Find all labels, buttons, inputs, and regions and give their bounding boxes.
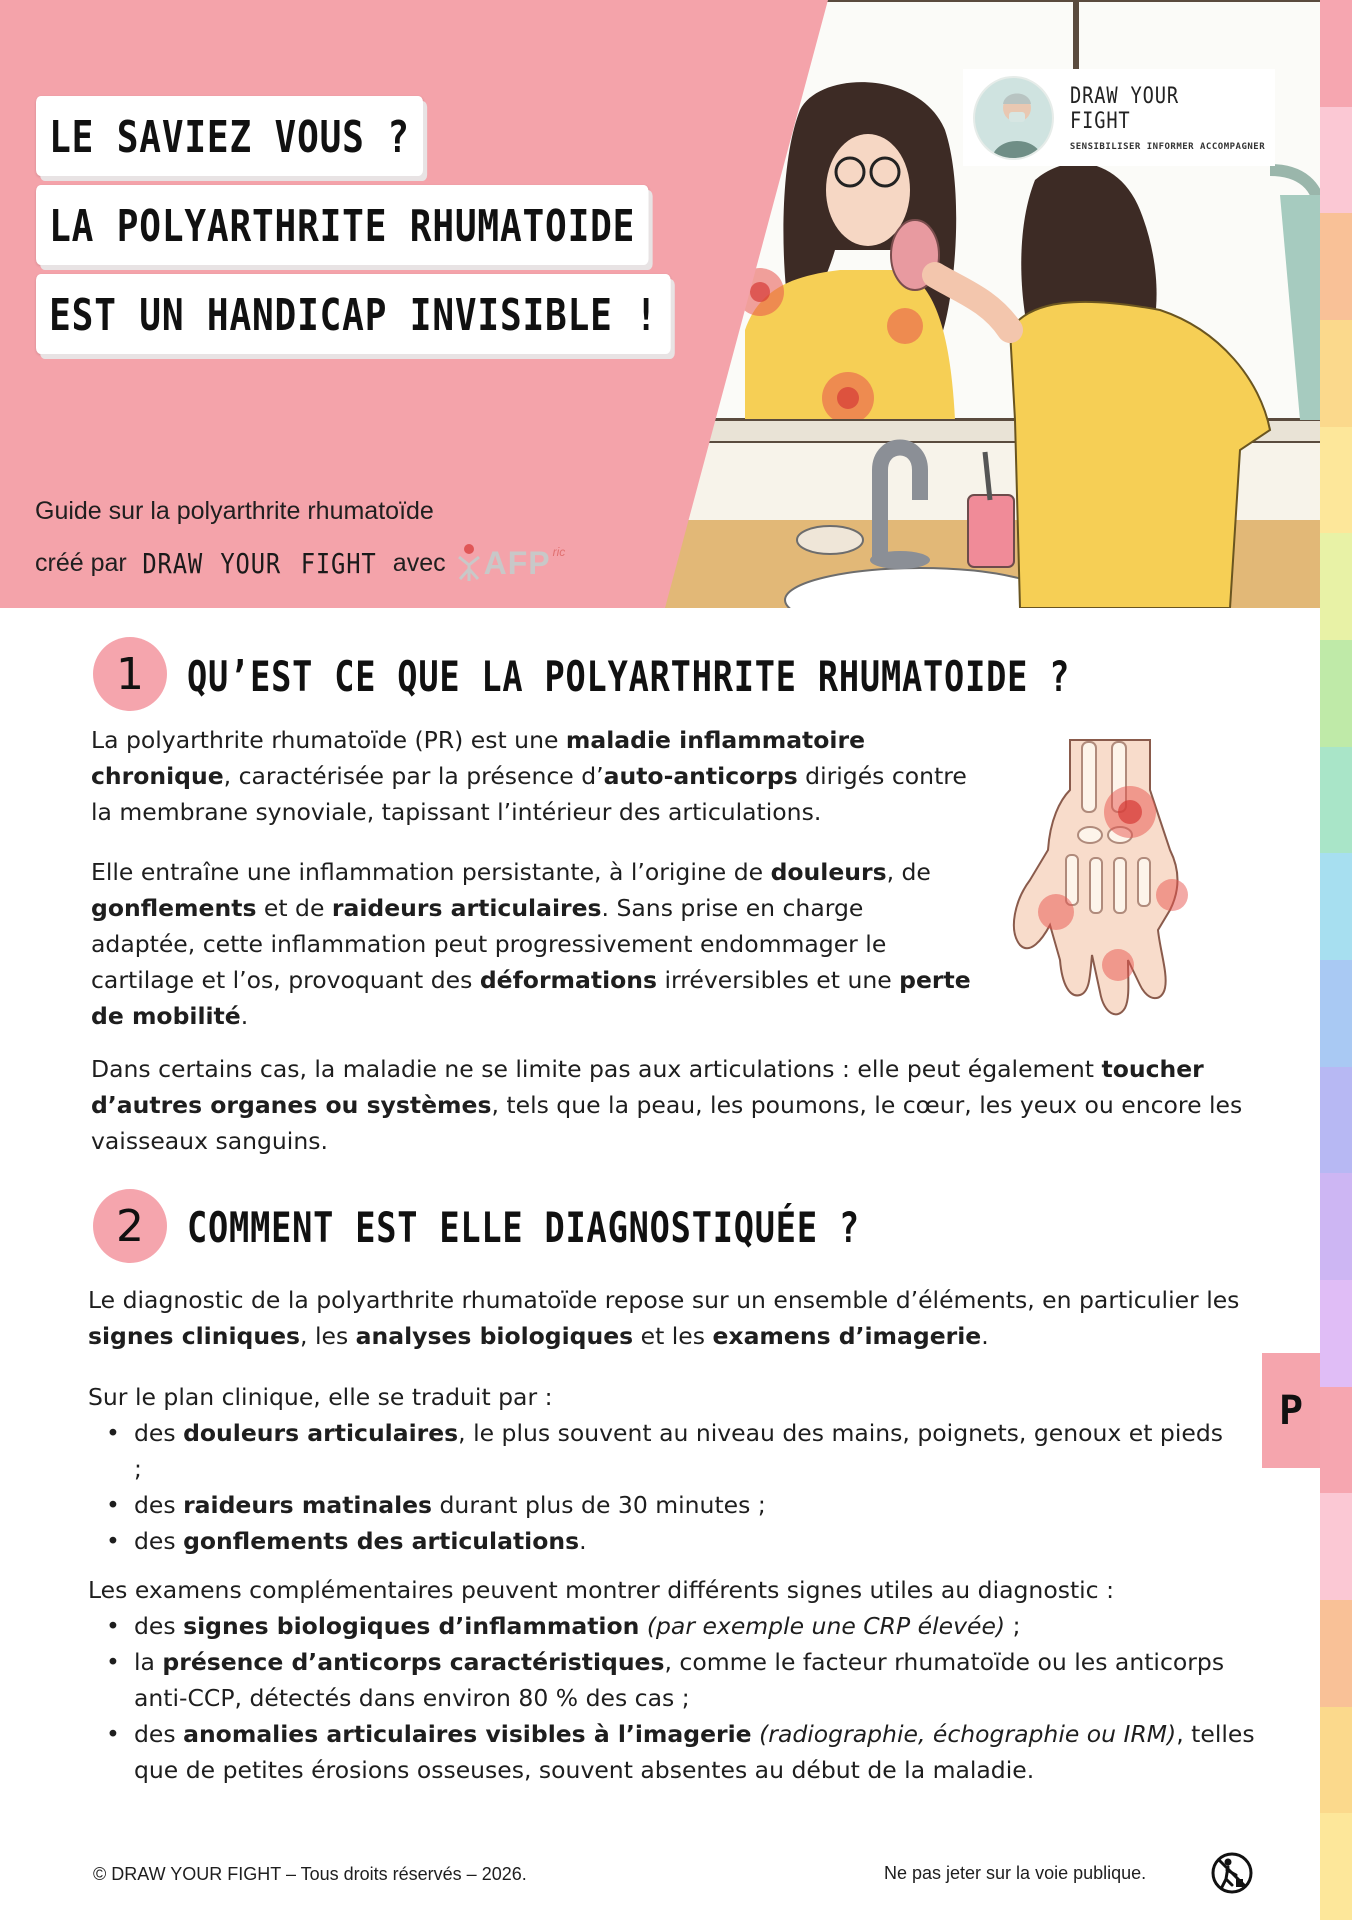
text-run (752, 1720, 759, 1748)
bold-term: déformations (479, 966, 658, 994)
text-run: Elle entraîne une inflammation persistante, à l’origine de (91, 858, 771, 886)
strip-color-block (1320, 107, 1352, 214)
text-run: Le diagnostic de la polyarthrite rhumatoïde repose sur un ensemble d’éléments, en particulier les (88, 1286, 1240, 1314)
brand-word: DRAW (142, 546, 203, 580)
strip-color-block (1320, 1813, 1352, 1920)
strip-color-block (1320, 640, 1352, 747)
text-run: et de (256, 894, 332, 922)
bold-term: anomalies articulaires visibles à l’imagerie (183, 1720, 752, 1748)
text-run: des (134, 1491, 184, 1519)
bold-term: douleurs articulaires (183, 1419, 459, 1447)
brand-word: YOUR (220, 546, 282, 580)
text-run: , tels que la peau, les poumons, le cœur, les yeux ou encore les vaisseaux sanguins. (91, 1091, 1243, 1155)
paragraph (88, 1572, 1268, 1608)
italic-note: (radiographie, échographie ou IRM) (759, 1720, 1177, 1748)
draw-your-fight-logo (963, 69, 1275, 166)
text-run: , de (886, 858, 931, 886)
title-line: LA POLYARTHRITE RHUMATOIDE (36, 185, 648, 265)
section-title: COMMENT EST ELLE DIAGNOSTIQUÉE ? (187, 1203, 860, 1252)
strip-color-block (1320, 747, 1352, 854)
text-run: , le plus souvent au niveau des mains, poignets, genoux et pieds ; (134, 1419, 1223, 1483)
logo-name: DRAW YOUR FIGHT (1069, 83, 1179, 134)
bold-term: perte de mobilité (91, 966, 971, 1030)
text-run: , comme le facteur rhumatoïde ou les anticorps anti-CCP, détectés dans environ 80 % des cas ; (134, 1648, 1225, 1712)
bold-term: toucher d’autres organes ou systèmes (91, 1055, 1204, 1119)
text-run: des (134, 1612, 184, 1640)
text-run: des (134, 1527, 184, 1555)
bold-term: examens d’imagerie (712, 1322, 982, 1350)
list-item (88, 1608, 1268, 1644)
strip-color-block (1320, 1493, 1352, 1600)
bold-term: gonflements des articulations (183, 1527, 580, 1555)
color-index-strip (1320, 0, 1352, 1920)
title-line: LE SAVIEZ VOUS ? (36, 96, 423, 176)
guide-credits (35, 543, 565, 583)
text-run: . (981, 1322, 989, 1350)
brand-wordmark (137, 547, 383, 580)
text-run: . Sans prise en charge adaptée, cette inflammation peut progressivement endommager le cartilage et l’os, provoquant des (91, 894, 887, 994)
text-run (639, 1612, 646, 1640)
bold-term: analyses biologiques (355, 1322, 634, 1350)
text-run: durant plus de 30 minutes ; (432, 1491, 766, 1519)
list-item (88, 1716, 1268, 1788)
paragraph (91, 854, 971, 1034)
text-run: Les examens complémentaires peuvent montrer différents signes utiles au diagnostic : (88, 1576, 1114, 1604)
title-line: EST UN HANDICAP INVISIBLE ! (36, 274, 671, 354)
section-title: QU’EST CE QUE LA POLYARTHRITE RHUMATOIDE ? (187, 652, 1071, 701)
strip-color-block (1320, 1280, 1352, 1387)
strip-color-block (1320, 320, 1352, 427)
guide-caption: Guide sur la polyarthrite rhumatoïde (35, 497, 434, 525)
strip-color-block (1320, 213, 1352, 320)
text-run: des (134, 1419, 184, 1447)
alphabet-tab[interactable]: P (1262, 1353, 1320, 1468)
brand-word: FIGHT (300, 546, 377, 580)
rheumatoid-hand-illustration (1000, 730, 1200, 1030)
clinical-signs-list (88, 1415, 1238, 1559)
doctor-avatar-icon (973, 76, 1054, 160)
strip-color-block (1320, 1173, 1352, 1280)
text-run: dirigés contre la membrane synoviale, tapissant l’intérieur des articulations. (91, 762, 967, 826)
bold-term: signes cliniques (88, 1322, 301, 1350)
exam-signs-list (88, 1608, 1268, 1788)
paragraph (91, 1051, 1271, 1159)
text-run: la (134, 1648, 163, 1676)
text-run: , caractérisée par la présence d’ (223, 762, 604, 790)
no-littering-icon (1210, 1851, 1254, 1895)
text-run: , les (300, 1322, 356, 1350)
list-item (88, 1523, 1238, 1559)
section-number-badge: 1 (93, 637, 167, 711)
text-run: Sur le plan clinique, elle se traduit par : (88, 1383, 553, 1411)
paragraph (91, 722, 991, 830)
afp-logo (456, 543, 566, 583)
strip-color-block (1320, 1387, 1352, 1494)
afp-logo-suffix: ric (552, 545, 566, 559)
list-item (88, 1644, 1268, 1716)
bold-term: raideurs matinales (183, 1491, 433, 1519)
text-run: ; (1005, 1612, 1021, 1640)
logo-tagline: SENSIBILISER INFORMER ACCOMPAGNER (1069, 141, 1266, 152)
strip-color-block (1320, 853, 1352, 960)
created-by-label: créé par (35, 548, 127, 577)
text-run: La polyarthrite rhumatoïde (PR) est une (91, 726, 566, 754)
bold-term: présence d’anticorps caractéristiques (162, 1648, 665, 1676)
strip-color-block (1320, 1707, 1352, 1814)
afp-logo-text: AFP (483, 544, 551, 581)
afp-figure-icon (456, 543, 482, 583)
text-run: . (240, 1002, 249, 1030)
disposal-note: Ne pas jeter sur la voie publique. (884, 1863, 1147, 1883)
paragraph (88, 1282, 1268, 1354)
bold-term: raideurs articulaires (331, 894, 602, 922)
bold-term: maladie inflammatoire chronique (91, 726, 866, 790)
strip-color-block (1320, 427, 1352, 534)
bold-term: douleurs (770, 858, 887, 886)
strip-color-block (1320, 1600, 1352, 1707)
list-item (88, 1487, 1238, 1523)
list-item (88, 1415, 1238, 1487)
strip-color-block (1320, 0, 1352, 107)
text-run: . (579, 1527, 587, 1555)
text-run: et les (633, 1322, 713, 1350)
text-run: , telles que de petites érosions osseuses, souvent absentes au début de la maladie. (134, 1720, 1255, 1784)
bold-term: signes biologiques d’inflammation (183, 1612, 640, 1640)
bold-term: gonflements (91, 894, 257, 922)
text-run: irréversibles et une (657, 966, 900, 994)
strip-color-block (1320, 960, 1352, 1067)
italic-note: (par exemple une CRP élevée) (646, 1612, 1006, 1640)
hero-banner (0, 0, 1320, 608)
section-number-badge: 2 (93, 1189, 167, 1263)
text-run: Dans certains cas, la maladie ne se limite pas aux articulations : elle peut également (91, 1055, 1102, 1083)
strip-color-block (1320, 1067, 1352, 1174)
copyright-text: © DRAW YOUR FIGHT – Tous droits réservés – 2026. (93, 1864, 527, 1884)
bold-term: auto-anticorps (603, 762, 798, 790)
strip-color-block (1320, 533, 1352, 640)
paragraph (88, 1379, 1268, 1415)
text-run: des (134, 1720, 184, 1748)
with-label: avec (392, 548, 446, 577)
